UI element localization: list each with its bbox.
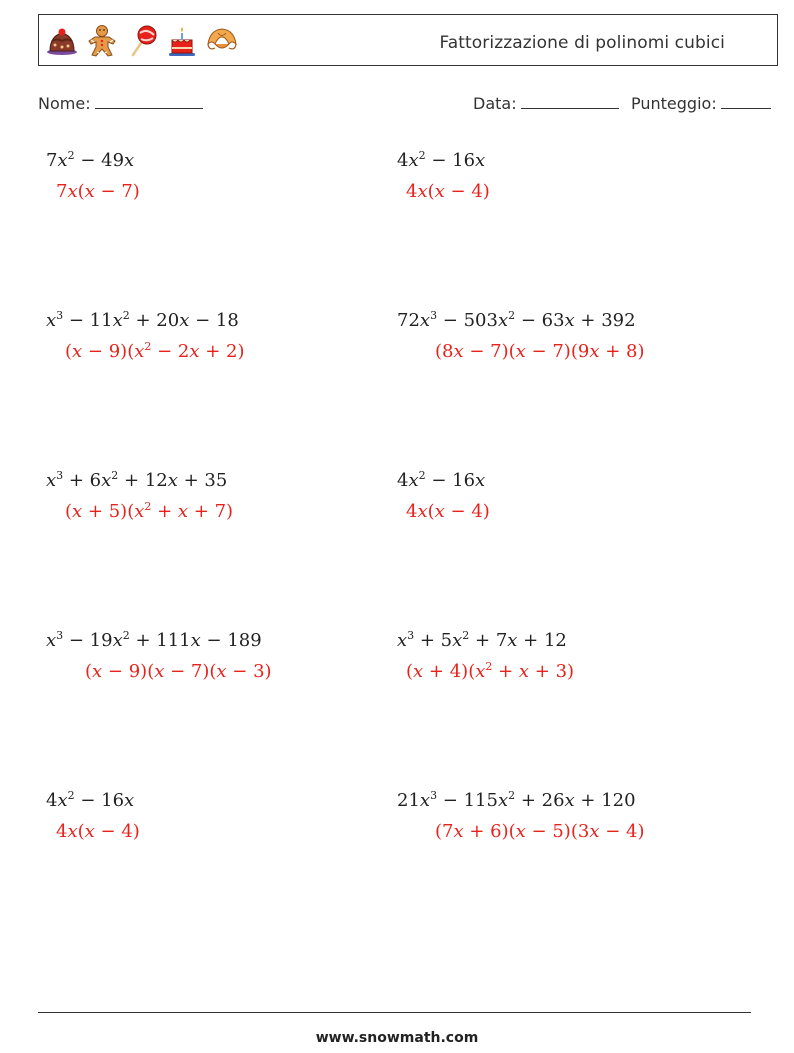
footer-site[interactable]: www.snowmath.com <box>315 1030 479 1046</box>
problem-7-answer: (x − 9)(x − 7)(x − 3) <box>85 661 272 682</box>
worksheet-header <box>38 14 778 66</box>
name-label: Nome: <box>38 94 91 113</box>
problem-10-answer: (7x + 6)(x − 5)(3x − 4) <box>435 821 645 842</box>
name-field[interactable] <box>38 94 203 113</box>
worksheet-title: Fattorizzazione di polinomi cubici <box>439 33 725 53</box>
score-blank[interactable] <box>721 94 771 109</box>
problem-9-answer: 4x(x − 4) <box>56 821 140 842</box>
problem-4-answer: (8x − 7)(x − 7)(9x + 8) <box>435 341 645 362</box>
chocolate-cake-icon <box>45 24 79 58</box>
problem-5-answer: $(x + 5)(x^2 + x + 7)$ <box>65 500 234 522</box>
problem-8-answer: $(x + 4)(x^2 + x + 3)$ <box>406 660 575 682</box>
birthday-cake-icon <box>165 24 199 58</box>
date-blank[interactable] <box>521 94 619 109</box>
problem-3-question: $x^3 - 11x^2 + 20x - 18$ <box>46 309 239 331</box>
problem-1-answer: 7x(x − 7) <box>56 181 140 202</box>
croissant-icon <box>205 24 239 58</box>
date-field[interactable] <box>473 94 619 113</box>
problem-5-question: $x^3 + 6x^2 + 12x + 35$ <box>46 469 228 491</box>
problem-6-answer: 4x(x − 4) <box>406 501 490 522</box>
date-label: Data: <box>473 94 517 113</box>
footer-divider <box>38 1012 751 1013</box>
score-label: Punteggio: <box>631 94 717 113</box>
problem-10-question: $21x^3 - 115x^2 + 26x + 120$ <box>397 789 636 811</box>
problem-3-answer: $(x - 9)(x^2 - 2x + 2)$ <box>65 340 245 362</box>
problem-4-question: $72x^3 - 503x^2 - 63x + 392$ <box>397 309 636 331</box>
problem-2-answer: 4x(x − 4) <box>406 181 490 202</box>
problem-9-question: $4x^2 - 16x$ <box>46 789 135 811</box>
problem-1-question: $7x^2 - 49x$ <box>46 149 135 171</box>
header-icons <box>45 23 239 59</box>
score-field[interactable] <box>631 94 771 113</box>
problem-7-question: $x^3 - 19x^2 + 111x - 189$ <box>46 629 262 651</box>
problem-8-question: $x^3 + 5x^2 + 7x + 12$ <box>397 629 567 651</box>
name-blank[interactable] <box>95 94 203 109</box>
problem-6-question: $4x^2 - 16x$ <box>397 469 486 491</box>
problem-2-question: $4x^2 - 16x$ <box>397 149 486 171</box>
lollipop-icon <box>125 24 159 58</box>
gingerbread-man-icon <box>85 24 119 58</box>
